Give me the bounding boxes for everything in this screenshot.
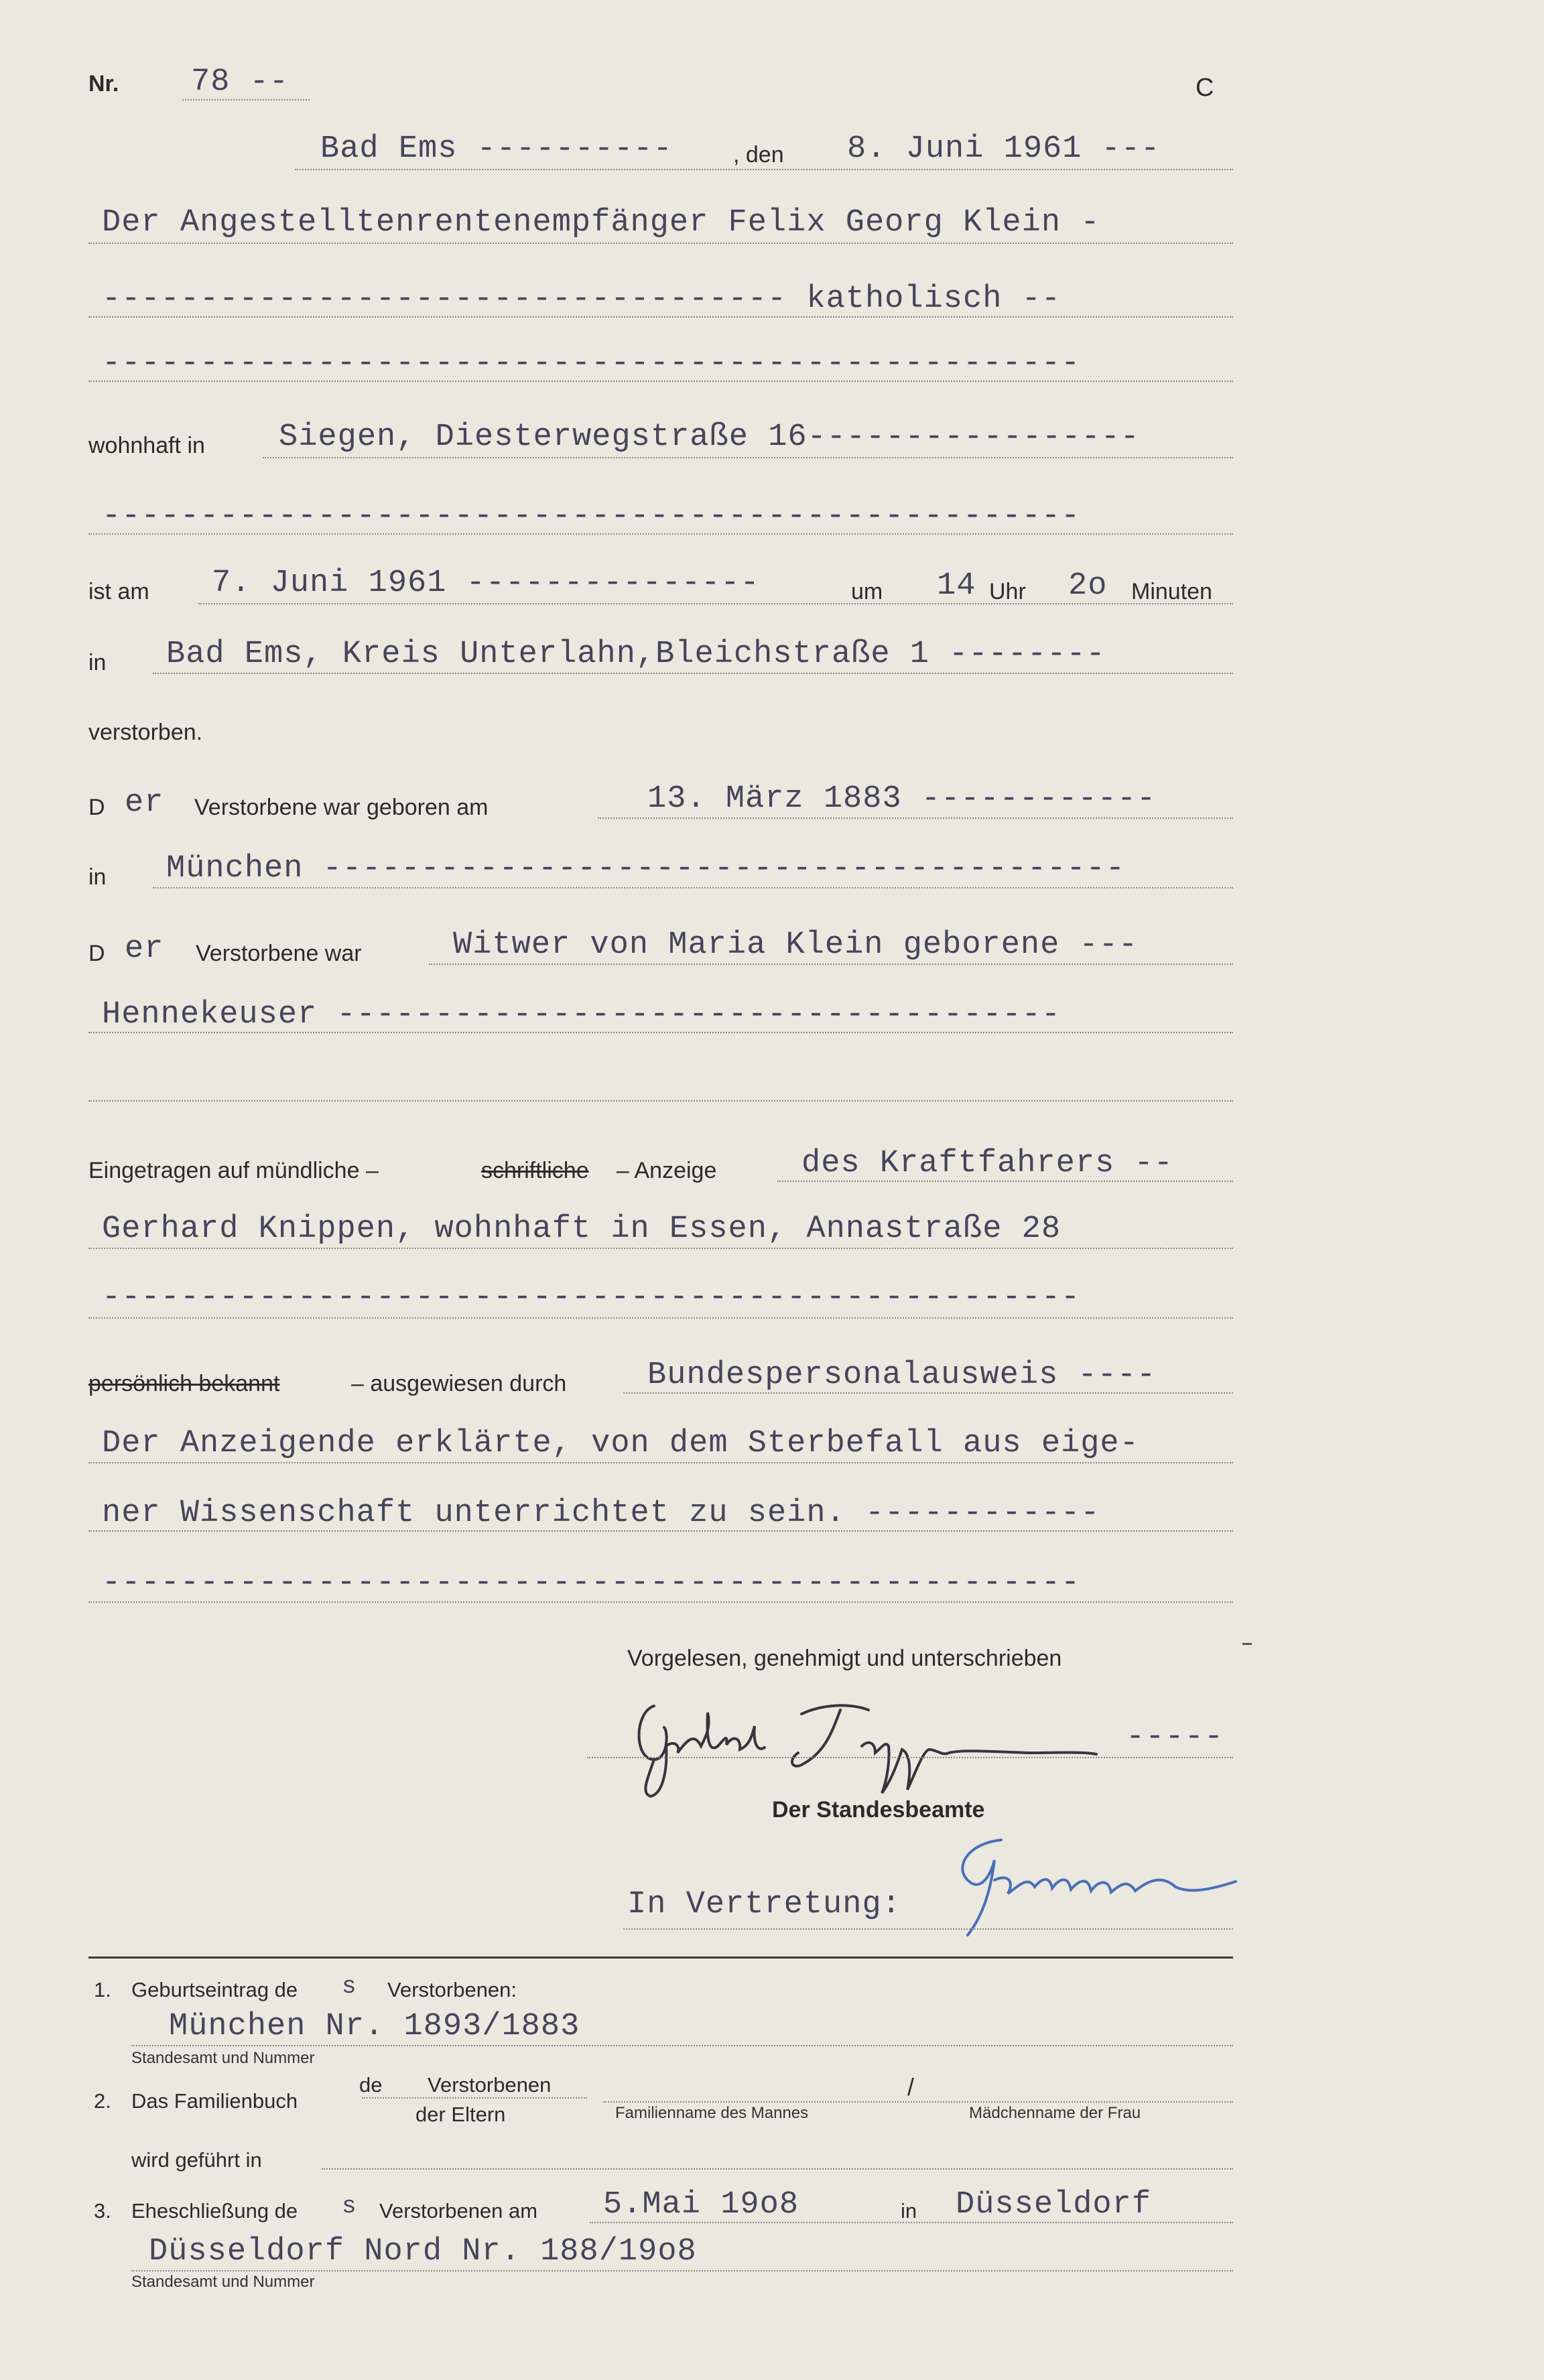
status-value: Witwer von Maria Klein geborene --- xyxy=(453,927,1139,963)
note-2-de: de xyxy=(359,2073,383,2097)
minuten-label: Minuten xyxy=(1131,579,1212,604)
birth-date: 13. März 1883 ------------ xyxy=(647,781,1157,817)
ruled-line xyxy=(429,964,1233,965)
ruled-line xyxy=(88,1032,1233,1033)
ident-label-b: – ausgewiesen durch xyxy=(351,1371,567,1396)
report-line-3: -------------------------------------------------- xyxy=(102,1280,1081,1315)
note-1-label-a: Geburtseintrag de xyxy=(131,1978,298,2001)
ruled-line xyxy=(777,1181,1233,1182)
status-er: er xyxy=(125,931,164,967)
status-cont: Hennekeuser ------------------------------------- xyxy=(102,997,1062,1033)
ruled-line xyxy=(88,1317,1233,1319)
den-label: , den xyxy=(733,142,784,168)
note-3-value: Düsseldorf Nord Nr. 188/19o8 xyxy=(149,2234,697,2269)
note-2-caption-wife: Mädchenname der Frau xyxy=(969,2104,1141,2122)
uhr-label: Uhr xyxy=(989,579,1026,604)
birth-place: München ----------------------------------------- xyxy=(166,851,1126,886)
birth-label: Verstorbene war geboren am xyxy=(194,795,489,820)
note-3-number: 3. xyxy=(94,2199,111,2223)
death-hour: 14 xyxy=(937,568,976,604)
ruled-line xyxy=(362,2097,587,2099)
ident-label-struck: persönlich bekannt xyxy=(88,1371,280,1396)
notes-separator xyxy=(88,1957,1233,1959)
ruled-line xyxy=(598,817,1233,819)
registration-date: 8. Juni 1961 --- xyxy=(847,131,1161,167)
note-3-label-b: Verstorbenen am xyxy=(379,2199,538,2223)
note-2-number: 2. xyxy=(94,2089,111,2113)
note-3-label-a: Eheschließung de xyxy=(131,2199,298,2223)
read-approved-label: Vorgelesen, genehmigt und unterschrieben xyxy=(627,1646,1062,1671)
report-line-2: Gerhard Knippen, wohnhaft in Essen, Annastraße 28 xyxy=(102,1211,1062,1247)
status-d-label: D xyxy=(88,941,105,966)
note-1-label-b: Verstorbenen: xyxy=(387,1978,517,2001)
status-label: Verstorbene war xyxy=(196,941,362,966)
residence-value: Siegen, Diesterwegstraße 16----------------- xyxy=(279,419,1141,455)
note-2-label: Das Familienbuch xyxy=(131,2089,298,2113)
ruled-line xyxy=(88,1100,1233,1102)
deceased-line-3: -------------------------------------------------- xyxy=(102,346,1081,381)
deceased-line-1: Der Angestelltenrentenempfänger Felix Georg Klein - xyxy=(102,205,1100,241)
death-date: 7. Juni 1961 --------------- xyxy=(212,566,760,601)
birth-d-label: D xyxy=(88,795,105,820)
ruled-line xyxy=(153,673,1233,674)
deputy-label: In Vertretung: xyxy=(627,1887,901,1922)
stray-mark xyxy=(1242,1643,1252,1645)
note-3-typed: s xyxy=(342,2192,357,2220)
birth-er: er xyxy=(125,785,164,821)
ruled-line xyxy=(88,1462,1233,1463)
note-2-slash: / xyxy=(907,2073,915,2101)
registrar-label: Der Standesbeamte xyxy=(772,1797,985,1823)
ruled-line xyxy=(88,316,1233,318)
ruled-line xyxy=(131,2045,1233,2046)
corner-mark: C xyxy=(1196,74,1214,102)
ruled-line xyxy=(88,1601,1233,1603)
entry-number-line xyxy=(182,99,310,101)
ruled-line xyxy=(623,1928,1233,1930)
ruled-line xyxy=(88,1530,1233,1532)
registration-place: Bad Ems ---------- xyxy=(320,131,673,167)
ruled-line xyxy=(153,887,1233,888)
residence-label: wohnhaft in xyxy=(88,433,205,458)
note-2-kept-label: wird geführt in xyxy=(131,2148,262,2172)
report-value: des Kraftfahrers -- xyxy=(801,1146,1173,1181)
ident-value: Bundespersonalausweis ---- xyxy=(647,1358,1157,1393)
note-1-number: 1. xyxy=(94,1978,111,2001)
report-label-struck: schriftliche xyxy=(481,1158,589,1183)
entry-number: 78 -- xyxy=(191,64,290,100)
ruled-line xyxy=(198,603,1233,604)
ruled-line xyxy=(623,1392,1233,1394)
ident-line-3: ner Wissenschaft unterrichtet zu sein. ------------ xyxy=(102,1496,1100,1531)
note-3-place: Düsseldorf xyxy=(956,2187,1152,2223)
ruled-line xyxy=(88,381,1233,382)
ruled-line xyxy=(88,243,1233,244)
note-2-eltern: der Eltern xyxy=(415,2103,506,2126)
report-label-a: Eingetragen auf mündliche – xyxy=(88,1158,379,1183)
death-in-label: in xyxy=(88,650,107,675)
ruled-line xyxy=(322,2168,1233,2170)
nr-label: Nr. xyxy=(88,71,119,96)
residence-cont: -------------------------------------------------- xyxy=(102,499,1081,534)
note-1-value: München Nr. 1893/1883 xyxy=(169,2009,580,2044)
informant-signature xyxy=(627,1686,1123,1800)
note-3-caption: Standesamt und Nummer xyxy=(131,2273,315,2291)
ruled-line xyxy=(587,1757,1233,1758)
ruled-line xyxy=(263,457,1233,458)
verstorben-label: verstorben. xyxy=(88,720,203,745)
deceased-line-2: ----------------------------------- katholisch -- xyxy=(102,281,1062,317)
death-minutes: 2o xyxy=(1068,568,1108,604)
birth-in-label: in xyxy=(88,864,107,890)
date-line xyxy=(295,169,1233,170)
death-place: Bad Ems, Kreis Unterlahn,Bleichstraße 1 -------- xyxy=(166,637,1106,672)
note-2-caption-husband: Familienname des Mannes xyxy=(615,2104,809,2122)
note-3-date: 5.Mai 19o8 xyxy=(603,2187,799,2223)
ruled-line xyxy=(590,2222,1233,2223)
ruled-line xyxy=(131,2270,1233,2271)
ident-line-4: -------------------------------------------------- xyxy=(102,1565,1081,1601)
ident-line-2: Der Anzeigende erklärte, von dem Sterbefall aus eige- xyxy=(102,1426,1139,1461)
ruled-line xyxy=(88,1248,1233,1249)
note-1-caption: Standesamt und Nummer xyxy=(131,2049,315,2067)
ruled-line xyxy=(88,533,1233,535)
informant-dashes: ----- xyxy=(1126,1719,1224,1755)
note-2-verstorbenen: Verstorbenen xyxy=(428,2073,552,2097)
note-3-in: in xyxy=(901,2199,917,2223)
note-1-typed: s xyxy=(342,1973,357,2000)
ruled-line xyxy=(603,2101,1233,2103)
ist-am-label: ist am xyxy=(88,579,149,604)
report-label-b: – Anzeige xyxy=(617,1158,717,1183)
um-label: um xyxy=(851,579,883,604)
